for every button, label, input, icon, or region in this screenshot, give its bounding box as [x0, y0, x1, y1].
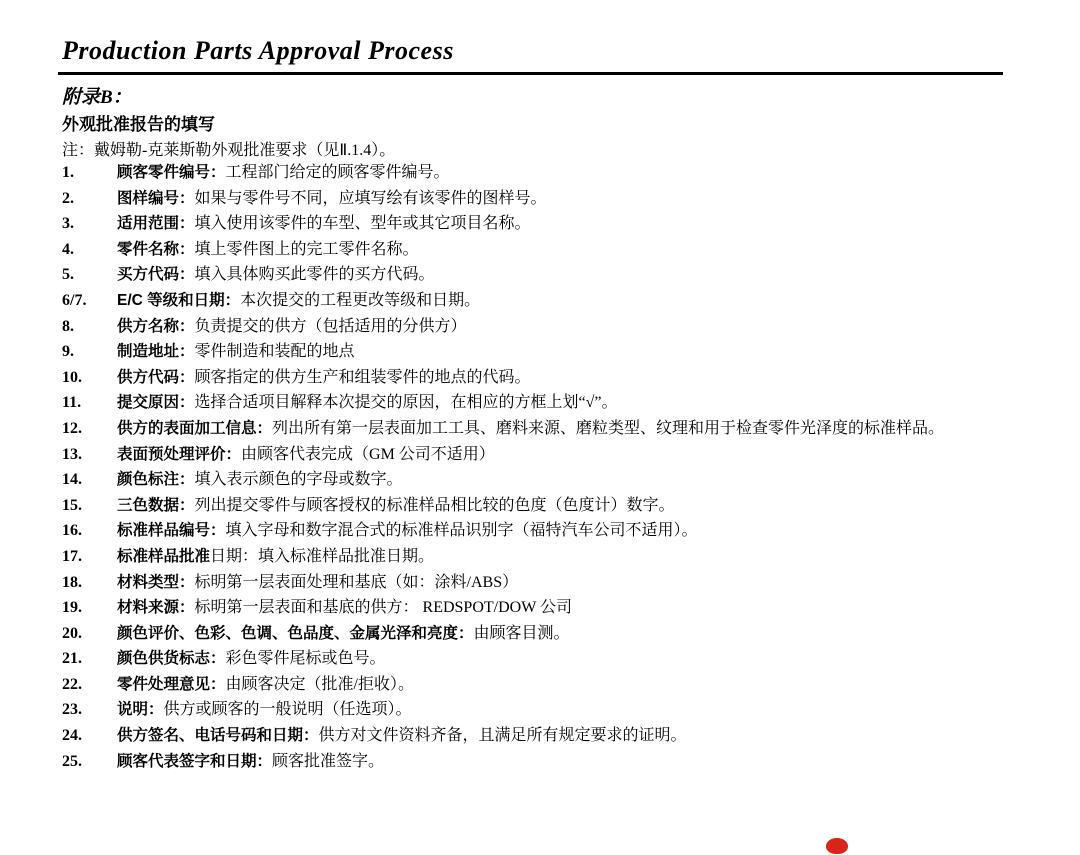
list-item [62, 518, 1022, 544]
list-item [62, 595, 1022, 621]
list-item-term: 供方签名、电话号码和日期： [117, 727, 319, 745]
list-item-term: 顾客代表签字和日期： [117, 752, 273, 770]
list-item-body [117, 237, 1022, 263]
list-item-term: 供方名称： [117, 317, 195, 335]
list-item [62, 390, 1022, 416]
list-item-body [117, 570, 1022, 596]
list-item-desc: 负责提交的供方（包括适用的分供方） [194, 317, 467, 335]
list-item-body [117, 339, 1022, 365]
list-item-desc: 填入使用该零件的车型、型年或其它项目名称。 [194, 215, 531, 233]
list-item-desc: 填入具体购买此零件的买方代码。 [194, 266, 435, 284]
list-item-desc: 填入表示颜色的字母或数字。 [194, 471, 403, 489]
appendix-label: 附录B： [62, 87, 132, 108]
list-item-body [117, 467, 1022, 493]
list-item-body [117, 416, 1022, 442]
list-item-term: 提交原因： [117, 394, 195, 412]
list-item-number: 14. [62, 471, 82, 489]
list-item-term: 零件名称： [117, 240, 195, 258]
list-item-number: 8. [62, 317, 74, 335]
list-item-term: 颜色评价、色彩、色调、色品度、金属光泽和亮度： [117, 624, 474, 642]
list-item-number: 9. [62, 343, 74, 361]
list-item [62, 544, 1022, 570]
list-item-desc: 顾客批准签字。 [272, 752, 385, 770]
list-item-number: 1. [62, 164, 74, 181]
list-item-number: 3. [62, 215, 74, 233]
list-item-body [117, 211, 1022, 237]
list-item-number: 5. [62, 266, 74, 284]
list-item-number: 10. [62, 368, 82, 386]
list-item-number: 19. [62, 599, 82, 617]
list-item-number: 18. [62, 573, 82, 591]
list-item-body [117, 262, 1022, 288]
list-item-desc: 供方或顾客的一般说明（任选项）。 [163, 701, 412, 719]
list-item-desc: 标明第一层表面和基底的供方： REDSPOT/DOW 公司 [194, 599, 573, 617]
list-item-term: 供方的表面加工信息： [117, 419, 273, 437]
list-item [62, 416, 1022, 442]
list-item-number: 23. [62, 701, 82, 719]
list-item-term: 材料类型： [117, 573, 195, 591]
list-item [62, 570, 1022, 596]
list-item [62, 697, 1022, 723]
list-item-term: 标准样品编号： [117, 522, 226, 540]
list-item-term: 适用范围： [117, 215, 195, 233]
list-item-desc: 彩色零件尾标或色号。 [225, 650, 386, 668]
list-item-desc: 由顾客代表完成（GM 公司不适用） [241, 445, 495, 463]
list-item-term: 零件处理意见： [117, 675, 226, 693]
list-item-term: 颜色标注： [117, 471, 195, 489]
numbered-list [62, 160, 1022, 774]
list-item-term: E/C 等级和日期： [117, 291, 241, 309]
list-item-body [117, 314, 1022, 340]
list-item-desc: 本次提交的工程更改等级和日期。 [240, 291, 481, 309]
list-item-term: 材料来源： [117, 599, 195, 617]
list-item-body [117, 544, 1022, 570]
list-item-term: 表面预处理评价： [117, 445, 242, 463]
list-item-number: 4. [62, 240, 74, 258]
list-item-term: 顾客零件编号： [117, 164, 226, 181]
list-item [62, 621, 1022, 647]
list-item-desc: 列出所有第一层表面加工工具、磨料来源、磨粒类型、纹理和用于检查零件光泽度的标准样品。 [272, 419, 945, 437]
list-item-term: 供方代码： [117, 368, 195, 386]
list-item-desc: 供方对文件资料齐备，且满足所有规定要求的证明。 [318, 727, 687, 745]
list-item-desc: 由顾客目测。 [473, 624, 570, 642]
list-item [62, 365, 1022, 391]
red-marker-icon [826, 838, 848, 854]
list-item-desc: 工程部门给定的顾客零件编号。 [225, 164, 450, 181]
list-item-desc: 如果与零件号不同，应填写绘有该零件的图样号。 [194, 189, 547, 207]
list-item [62, 723, 1022, 749]
list-item-term: 说明： [117, 701, 164, 719]
list-item-number: 22. [62, 675, 82, 693]
list-item-body [117, 365, 1022, 391]
list-item-term: 制造地址： [117, 343, 195, 361]
list-item [62, 672, 1022, 698]
list-item-term: 三色数据： [117, 496, 195, 514]
list-item-body [117, 160, 1022, 186]
page-title: Production Parts Approval Process [62, 36, 454, 65]
list-item-number: 12. [62, 419, 82, 437]
list-item [62, 467, 1022, 493]
list-item-number: 6/7. [62, 291, 87, 309]
list-item-desc: 由顾客决定（批准/拒收）。 [225, 675, 414, 693]
note-line: 注：戴姆勒-克莱斯勒外观批准要求（见Ⅱ.1.4）。 [62, 142, 396, 159]
list-item [62, 493, 1022, 519]
list-item-desc: 日期：填入标准样品批准日期。 [210, 547, 435, 565]
list-item-body [117, 749, 1022, 775]
list-item-desc: 顾客指定的供方生产和组装零件的地点的代码。 [194, 368, 531, 386]
list-item-body [117, 518, 1022, 544]
list-item-number: 17. [62, 547, 82, 565]
list-item [62, 186, 1022, 212]
list-item [62, 314, 1022, 340]
list-item-desc: 填上零件图上的完工零件名称。 [194, 240, 419, 258]
list-item-desc: 列出提交零件与顾客授权的标准样品相比较的色度（色度计）数字。 [194, 496, 675, 514]
list-item [62, 211, 1022, 237]
list-item-number: 16. [62, 522, 82, 540]
list-item-desc: 填入字母和数字混合式的标准样品识别字（福特汽车公司不适用）。 [225, 522, 698, 540]
list-item [62, 262, 1022, 288]
list-item-number: 21. [62, 650, 82, 668]
list-item-body [117, 646, 1022, 672]
list-item-number: 24. [62, 727, 82, 745]
list-item [62, 749, 1022, 775]
list-item [62, 646, 1022, 672]
list-item-body [117, 493, 1022, 519]
list-item-body [117, 288, 1022, 314]
list-item-body [117, 595, 1022, 621]
list-item-term: 标准样品批准 [117, 547, 211, 565]
list-item [62, 442, 1022, 468]
section-title: 外观批准报告的填写 [62, 115, 215, 134]
list-item-number: 2. [62, 189, 74, 207]
list-item [62, 339, 1022, 365]
list-item-term: 图样编号： [117, 189, 195, 207]
list-item [62, 237, 1022, 263]
list-item [62, 288, 1022, 314]
list-item-body [117, 697, 1022, 723]
list-item-body [117, 621, 1022, 647]
list-item-desc: 标明第一层表面处理和基底（如：涂料/ABS） [194, 573, 519, 591]
list-item [62, 160, 1022, 186]
list-item-body [117, 672, 1022, 698]
list-item-number: 11. [62, 394, 82, 412]
list-item-body [117, 723, 1022, 749]
list-item-body [117, 442, 1022, 468]
list-item-number: 25. [62, 752, 82, 770]
list-item-body [117, 186, 1022, 212]
list-item-desc: 选择合适项目解释本次提交的原因，在相应的方框上划“√”。 [194, 394, 618, 412]
list-item-number: 13. [62, 445, 82, 463]
list-item-body [117, 390, 1022, 416]
list-item-desc: 零件制造和装配的地点 [194, 343, 355, 361]
list-item-number: 20. [62, 624, 82, 642]
list-item-term: 颜色供货标志： [117, 650, 226, 668]
list-item-number: 15. [62, 496, 82, 514]
header-divider [58, 72, 1003, 75]
list-item-term: 买方代码： [117, 266, 195, 284]
